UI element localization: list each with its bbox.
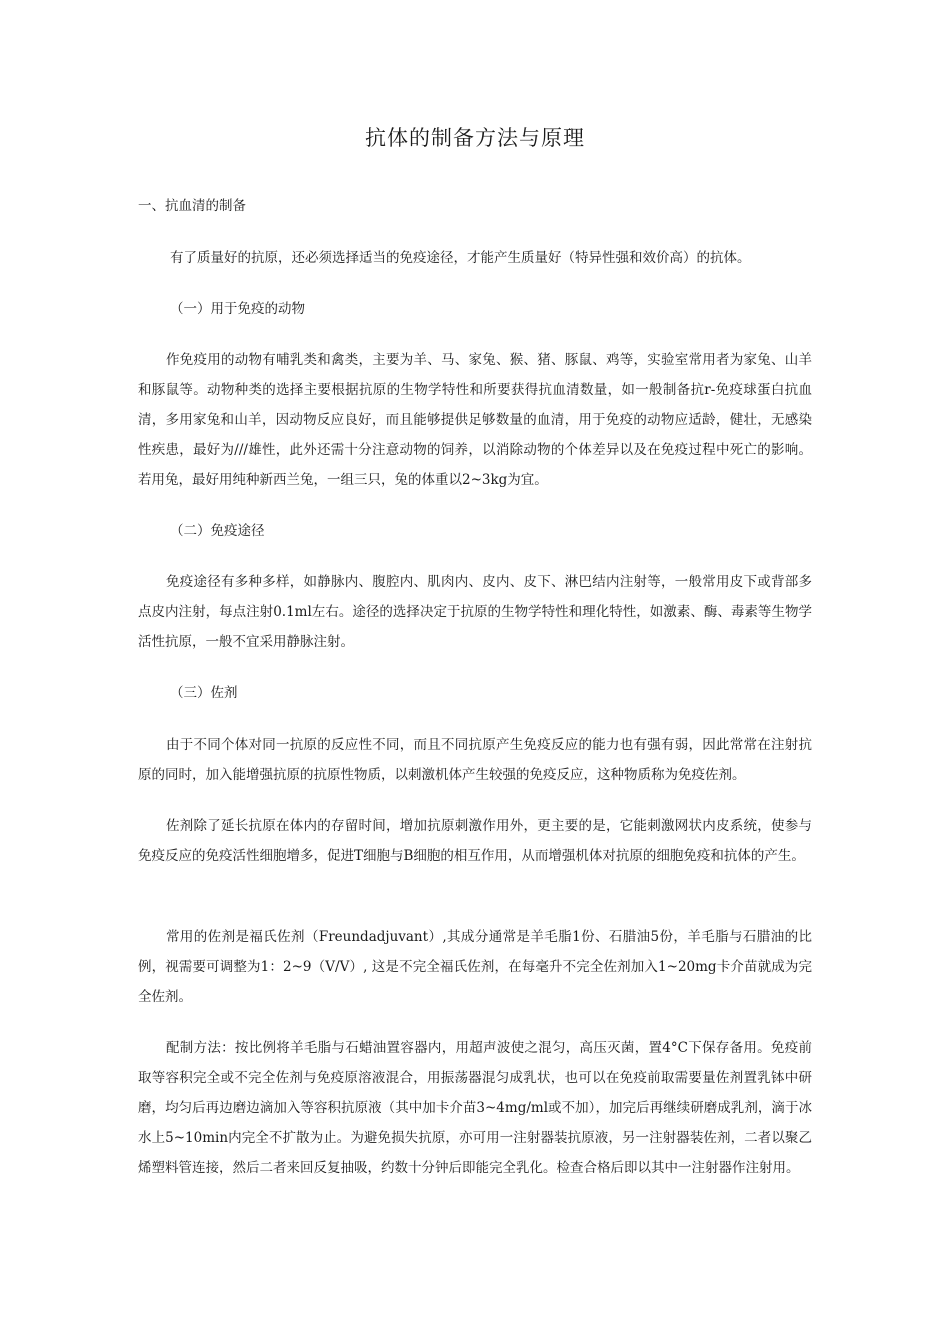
paragraph-adjuvant-effect: 佐剂除了延长抗原在体内的存留时间，增加抗原刺激作用外，更主要的是，它能刺激网状内皮系统，使参与免疫反应的免疫活性细胞增多，促进T细胞与B细胞的相互作用，从而增强机体对抗原的细胞免疫和抗体的产生。 [138, 818, 812, 864]
document-title: 抗体的制备方法与原理 [365, 126, 585, 150]
section-heading: 一、抗血清的制备 [138, 198, 246, 214]
intro-paragraph: 有了质量好的抗原，还必须选择适当的免疫途径，才能产生质量好（特异性强和效价高）的抗体。 [170, 250, 751, 266]
paragraph-animals: 作免疫用的动物有哺乳类和禽类，主要为羊、马、家兔、猴、猪、豚鼠、鸡等，实验室常用者为家兔、山羊和豚鼠等。动物种类的选择主要根据抗原的生物学特性和所要获得抗血清数量，如一般制备抗r-免疫球蛋白抗血清，多用家兔和山羊，因动物反应良好，而且能够提供足够数量的血清，用于免疫的动物应适龄，健壮，无感染性疾患，最好为///雄性，此外还需十分注意动物的饲养，以消除动物的个体差异以及在免疫过程中死亡的影响。若用兔，最好用纯种新西兰兔，一组三只，兔的体重以2~3kg为宜。 [138, 352, 812, 488]
paragraph-freund-adjuvant: 常用的佐剂是福氏佐剂（Freundadjuvant）,其成分通常是羊毛脂1份、石腊油5份，羊毛脂与石腊油的比例，视需要可调整为1：2~9（V/V）, 这是不完全福氏佐剂，在每毫升不完全佐剂加入1~20mg卡介苗就成为完全佐剂。 [138, 929, 812, 1005]
paragraph-preparation-method: 配制方法：按比例将羊毛脂与石蜡油置容器内，用超声波使之混匀，高压灭菌，置4°C下保存备用。免疫前取等容积完全或不完全佐剂与免疫原溶液混合，用振荡器混匀成乳状，也可以在免疫前取需要量佐剂置乳钵中研磨，均匀后再边磨边滴加入等容积抗原液（其中加卡介苗3~4mg/ml或不加），加完后再继续研磨成乳剂，滴于冰水上5~10min内完全不扩散为止。为避免损失抗原，亦可用一注射器装抗原液，另一注射器装佐剂，二者以聚乙烯塑料管连接，然后二者来回反复抽吸，约数十分钟后即能完全乳化。检查合格后即以其中一注射器作注射用。 [138, 1040, 812, 1176]
paragraph-adjuvant-intro: 由于不同个体对同一抗原的反应性不同，而且不同抗原产生免疫反应的能力也有强有弱，因此常常在注射抗原的同时，加入能增强抗原的抗原性物质，以刺激机体产生较强的免疫反应，这种物质称为免疫佐剂。 [138, 737, 812, 783]
paragraph-routes: 免疫途径有多种多样，如静脉内、腹腔内、肌肉内、皮内、皮下、淋巴结内注射等，一般常用皮下或背部多点皮内注射，每点注射0.1ml左右。途径的选择决定于抗原的生物学特性和理化特性，如激素、酶、毒素等生物学活性抗原，一般不宜采用静脉注射。 [138, 574, 812, 650]
subsection-heading-adjuvant: （三）佐剂 [170, 685, 238, 701]
subsection-heading-routes: （二）免疫途径 [170, 523, 265, 539]
subsection-heading-animals: （一）用于免疫的动物 [170, 301, 305, 317]
